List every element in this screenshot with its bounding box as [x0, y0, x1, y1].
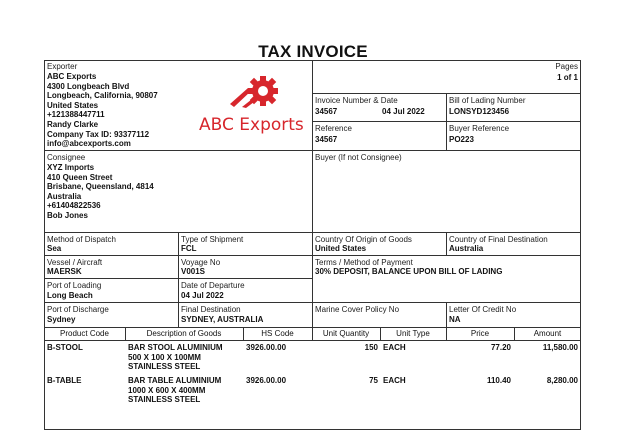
description-line: BAR TABLE ALUMINIUM	[128, 376, 222, 385]
vessel-value: MAERSK	[47, 267, 82, 276]
divider	[446, 232, 447, 255]
table-header-cell: Description of Goods	[146, 329, 222, 338]
divider	[178, 232, 179, 327]
buyer-reference-label: Buyer Reference	[449, 124, 510, 133]
final-destination-label: Final Destination	[181, 305, 241, 314]
unit-quantity: 150	[364, 343, 378, 352]
divider	[312, 60, 313, 330]
consignee-block	[47, 163, 154, 221]
loading-value: Long Beach	[47, 291, 93, 300]
consignee-line: 410 Queen Street	[47, 172, 113, 182]
price: 77.20	[490, 343, 511, 352]
voyage-label: Voyage No	[181, 258, 221, 267]
terms-label: Terms / Method of Payment	[315, 258, 413, 267]
destination-label: Country of Final Destination	[449, 235, 548, 244]
marine-cover-label: Marine Cover Policy No	[315, 305, 400, 314]
table-header-cell: HS Code	[261, 329, 294, 338]
hs-code: 3926.00.00	[246, 343, 287, 352]
origin-value: United States	[315, 244, 367, 253]
pages-value: 1 of 1	[557, 73, 578, 82]
pages-label: Pages	[555, 62, 578, 71]
divider	[44, 150, 581, 151]
description-line: BAR STOOL ALUMINIUM	[128, 343, 223, 352]
table-header-cell: Unit Type	[396, 329, 430, 338]
divider	[446, 93, 447, 150]
bill-of-lading-number: LONSYD123456	[449, 107, 510, 116]
vessel-label: Vessel / Aircraft	[47, 258, 103, 267]
letter-of-credit-value: NA	[449, 315, 461, 324]
amount: 11,580.00	[542, 343, 578, 352]
description-line: 500 X 100 X 100MM	[128, 352, 201, 362]
destination-value: Australia	[449, 244, 484, 253]
gear-logo-icon	[228, 74, 284, 110]
consignee-line: Australia	[47, 191, 82, 201]
exporter-line: 4300 Longbeach Blvd	[47, 81, 130, 91]
exporter-line: +121388447711	[47, 110, 105, 120]
invoice-date: 04 Jul 2022	[382, 107, 425, 116]
exporter-line: Randy Clarke	[47, 119, 99, 129]
exporter-line: Longbeach, California, 90807	[47, 91, 158, 101]
voyage-value: V001S	[181, 267, 206, 276]
consignee-line: XYZ Imports	[47, 163, 95, 172]
divider	[44, 255, 581, 256]
unit-quantity: 75	[369, 376, 378, 385]
divider	[446, 302, 447, 327]
brand-logo-text: ABC Exports	[199, 115, 304, 135]
unit-type: EACH	[383, 343, 406, 352]
invoice-number-label: Invoice Number & Date	[315, 96, 398, 105]
exporter-line: Company Tax ID: 93377112	[47, 129, 150, 139]
unit-type: EACH	[383, 376, 406, 385]
discharge-label: Port of Discharge	[47, 305, 109, 314]
divider	[44, 232, 581, 233]
price: 110.40	[486, 376, 511, 385]
reference-value: 34567	[315, 135, 338, 144]
table-header-cell: Product Code	[60, 329, 109, 338]
exporter-label: Exporter	[47, 62, 78, 71]
shipment-type-value: FCL	[181, 244, 197, 253]
departure-label: Date of Departure	[181, 281, 245, 290]
reference-label: Reference	[315, 124, 352, 133]
consignee-line: Brisbane, Queensland, 4814	[47, 182, 154, 192]
invoice-number: 34567	[315, 107, 338, 116]
description-line: 1000 X 600 X 400MM	[128, 385, 206, 395]
terms-value: 30% DEPOSIT, BALANCE UPON BILL OF LADING	[315, 267, 503, 276]
bill-of-lading-label: Bill of Lading Number	[449, 96, 526, 105]
consignee-label: Consignee	[47, 153, 86, 162]
letter-of-credit-label: Letter Of Credit No	[449, 305, 517, 314]
hs-code: 3926.00.00	[246, 376, 287, 385]
final-destination-value: SYDNEY, AUSTRALIA	[181, 315, 264, 324]
exporter-line: United States	[47, 100, 99, 110]
amount: 8,280.00	[546, 376, 578, 385]
description-line: STAINLESS STEEL	[128, 362, 201, 371]
discharge-value: Sydney	[47, 315, 76, 324]
exporter-block	[47, 72, 158, 149]
description-line: STAINLESS STEEL	[128, 395, 201, 404]
product-code: B-STOOL	[47, 343, 83, 352]
loading-label: Port of Loading	[47, 281, 102, 290]
departure-value: 04 Jul 2022	[181, 291, 224, 300]
divider	[44, 302, 581, 303]
consignee-line: Bob Jones	[47, 210, 88, 220]
table-header-cell: Price	[470, 329, 490, 338]
buyer-label: Buyer (If not Consignee)	[315, 153, 402, 162]
document-title: TAX INVOICE	[258, 42, 368, 61]
table-header-cell: Amount	[533, 329, 562, 338]
exporter-line: info@abcexports.com	[47, 139, 131, 149]
buyer-reference-value: PO223	[449, 135, 474, 144]
shipment-type-label: Type of Shipment	[181, 235, 244, 244]
product-code: B-TABLE	[47, 376, 82, 385]
origin-label: Country Of Origin of Goods	[315, 235, 412, 244]
dispatch-value: Sea	[47, 244, 62, 253]
divider	[44, 340, 581, 341]
dispatch-label: Method of Dispatch	[47, 235, 116, 244]
consignee-line: +61404822536	[47, 201, 101, 211]
exporter-line: ABC Exports	[47, 72, 97, 81]
table-header-cell: Unit Quantity	[322, 329, 370, 338]
